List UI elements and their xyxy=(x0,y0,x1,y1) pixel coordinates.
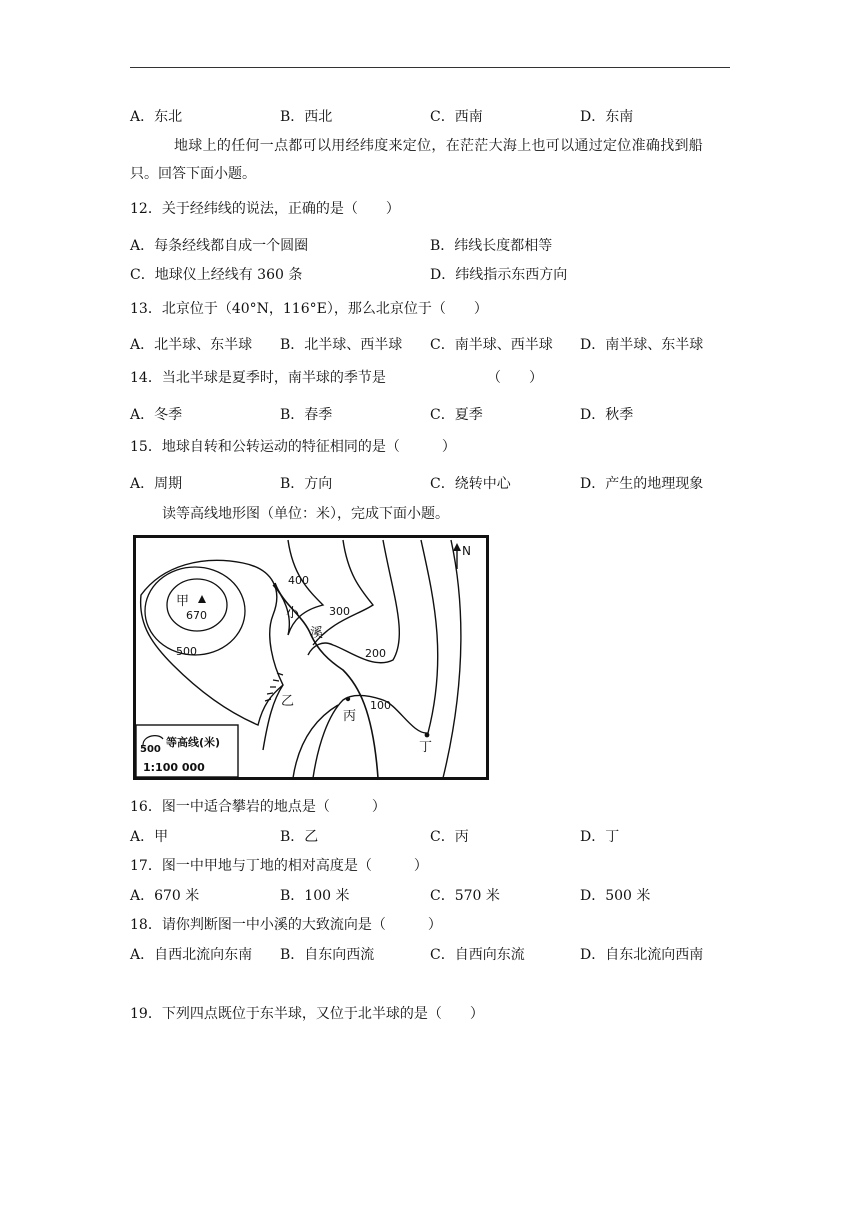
label-400: 400 xyxy=(288,574,309,587)
peak-label: 甲 xyxy=(176,594,190,609)
q15-option-c[interactable]: C．绕转中心 xyxy=(430,476,511,492)
point-ding-dot xyxy=(425,733,430,738)
q19-stem: 19．下列四点既位于东半球，又位于北半球的是（ ） xyxy=(130,1006,484,1022)
q16-option-b[interactable]: B．乙 xyxy=(280,829,319,845)
intro-line-1: 地球上的任何一点都可以用经纬度来定位，在茫茫大海上也可以通过定位准确找到船 xyxy=(174,138,704,154)
q13-option-d[interactable]: D．南半球、东半球 xyxy=(580,337,704,353)
q14-option-a[interactable]: A．冬季 xyxy=(130,407,183,423)
label-200: 200 xyxy=(365,647,386,660)
q18-stem: 18．请你判断图一中小溪的大致流向是（ ） xyxy=(130,917,442,933)
q16-stem: 16．图一中适合攀岩的地点是（ ） xyxy=(130,799,386,815)
header-rule xyxy=(130,67,730,68)
q17-option-a[interactable]: A．670 米 xyxy=(130,888,200,904)
q12-option-d[interactable]: D．纬线指示东西方向 xyxy=(430,267,568,283)
q16-option-a[interactable]: A．甲 xyxy=(130,829,169,845)
peak-height: 670 xyxy=(186,609,207,622)
q11-option-b[interactable]: B．西北 xyxy=(280,109,333,125)
q15-option-b[interactable]: B．方向 xyxy=(280,476,333,492)
q16-option-c[interactable]: C．丙 xyxy=(430,829,469,845)
q12-option-c[interactable]: C．地球仪上经线有 360 条 xyxy=(130,267,303,283)
q14-stem: 14．当北半球是夏季时，南半球的季节是 xyxy=(130,370,386,386)
label-100: 100 xyxy=(370,699,391,712)
point-ding: 丁 xyxy=(419,740,433,755)
q18-option-a[interactable]: A．自西北流向东南 xyxy=(130,947,253,963)
q18-option-c[interactable]: C．自西向东流 xyxy=(430,947,525,963)
point-yi: 乙 xyxy=(281,694,295,709)
stream-label-2: 溪 xyxy=(310,626,324,641)
map-intro: 读等高线地形图（单位：米），完成下面小题。 xyxy=(162,506,449,522)
q14-option-c[interactable]: C．夏季 xyxy=(430,407,483,423)
q12-option-a[interactable]: A．每条经线都自成一个圆圈 xyxy=(130,238,309,254)
q18-option-b[interactable]: B．自东向西流 xyxy=(280,947,375,963)
contour-map xyxy=(133,535,489,780)
legend-value: 500 xyxy=(140,744,161,755)
q11-option-a[interactable]: A．东北 xyxy=(130,109,183,125)
q17-option-c[interactable]: C．570 米 xyxy=(430,888,500,904)
q13-option-b[interactable]: B．北半球、西半球 xyxy=(280,337,403,353)
intro-line-2: 只。回答下面小题。 xyxy=(130,166,256,182)
legend-label: 等高线(米) xyxy=(166,736,221,749)
stream-label-1: 小 xyxy=(286,606,300,621)
q11-option-c[interactable]: C．西南 xyxy=(430,109,483,125)
point-bing-dot xyxy=(346,697,350,701)
q17-option-d[interactable]: D．500 米 xyxy=(580,888,651,904)
q13-option-a[interactable]: A．北半球、东半球 xyxy=(130,337,253,353)
map-scale: 1:100 000 xyxy=(143,761,205,774)
q11-option-d[interactable]: D．东南 xyxy=(580,109,634,125)
q14-blank: （ ） xyxy=(487,370,543,386)
q14-option-d[interactable]: D．秋季 xyxy=(580,407,634,423)
q15-option-d[interactable]: D．产生的地理现象 xyxy=(580,476,704,492)
q13-option-c[interactable]: C．南半球、西半球 xyxy=(430,337,553,353)
q17-stem: 17．图一中甲地与丁地的相对高度是（ ） xyxy=(130,858,428,874)
q12-option-b[interactable]: B．纬线长度都相等 xyxy=(430,238,553,254)
label-300: 300 xyxy=(329,605,350,618)
q15-stem: 15．地球自转和公转运动的特征相同的是（ ） xyxy=(130,439,456,455)
north-label: N xyxy=(462,544,471,558)
q18-option-d[interactable]: D．自东北流向西南 xyxy=(580,947,704,963)
q16-option-d[interactable]: D．丁 xyxy=(580,829,620,845)
q15-option-a[interactable]: A．周期 xyxy=(130,476,183,492)
label-500: 500 xyxy=(176,645,197,658)
q17-option-b[interactable]: B．100 米 xyxy=(280,888,350,904)
q12-stem: 12．关于经纬线的说法，正确的是（ ） xyxy=(130,201,400,217)
point-bing: 丙 xyxy=(343,709,357,724)
q13-stem: 13．北京位于（40°N，116°E），那么北京位于（ ） xyxy=(130,301,488,317)
q14-option-b[interactable]: B．春季 xyxy=(280,407,333,423)
